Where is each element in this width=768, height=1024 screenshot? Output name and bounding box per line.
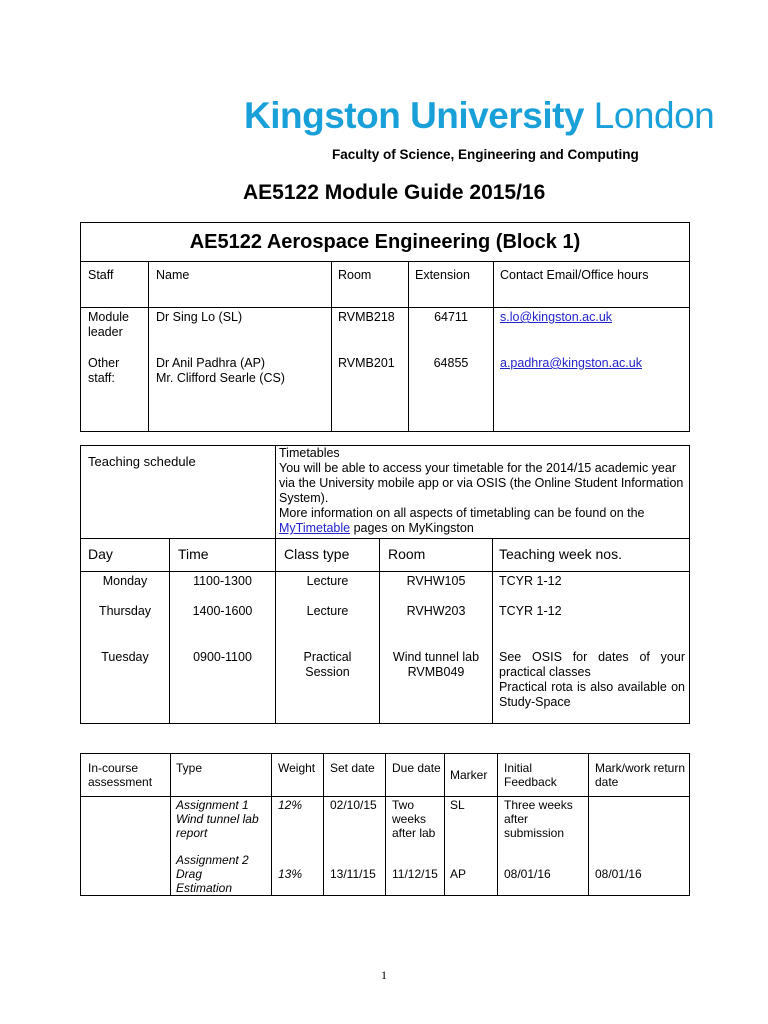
col-due-date: Due date <box>386 754 445 797</box>
room-row-2: RVHW203 <box>406 604 466 618</box>
day-row-2: Thursday <box>98 604 152 618</box>
col-class-type: Class type <box>276 539 380 572</box>
time-row-1: 1100-1300 <box>193 574 252 588</box>
schedule-table <box>80 445 690 724</box>
a1-weight: 12% <box>278 798 303 812</box>
assessment-table <box>80 753 690 896</box>
logo-bold-text: Kingston University <box>244 95 584 136</box>
staff-table <box>80 222 690 432</box>
a2-weight: 13% <box>278 867 303 881</box>
guide-title: AE5122 Module Guide 2015/16 <box>243 181 546 204</box>
day-row-3: Tuesday <box>101 650 149 664</box>
type-row-1: Lecture <box>306 574 349 588</box>
col-weeks: Teaching week nos. <box>493 539 690 572</box>
university-logo <box>244 95 714 137</box>
info-line2: More information on all aspects of timetabling can be found on the <box>279 506 645 520</box>
a1-set: 02/10/15 <box>330 798 377 812</box>
leader-name: Dr Sing Lo (SL) <box>156 310 243 324</box>
col-contact: Contact Email/Office hours <box>494 262 690 308</box>
col-return-date: Mark/work return date <box>589 754 690 797</box>
assessment-empty-cell <box>81 797 171 896</box>
roles-cell <box>81 308 149 432</box>
leader-room: RVMB218 <box>338 310 395 324</box>
role-module-leader: Module leader <box>88 310 129 339</box>
set-dates-cell <box>324 797 386 896</box>
a2-name: Assignment 2 <box>176 853 249 867</box>
day-row-1: Monday <box>102 574 148 588</box>
col-in-course: In-course assessment <box>81 754 171 797</box>
room-row-1: RVHW105 <box>406 574 466 588</box>
col-weight: Weight <box>272 754 324 797</box>
feedback-cell <box>498 797 589 896</box>
col-set-date: Set date <box>324 754 386 797</box>
time-row-2: 1400-1600 <box>192 604 253 618</box>
faculty-name: Faculty of Science, Engineering and Computing <box>332 147 639 162</box>
days-cell <box>81 572 170 724</box>
col-staff: Staff <box>81 262 149 308</box>
weeks-row-3: See OSIS for dates of your practical classes <box>499 650 685 679</box>
col-room-2: Room <box>380 539 493 572</box>
weeks-cell <box>493 572 690 724</box>
timetable-info <box>276 446 690 539</box>
email-cell <box>494 308 690 432</box>
a1-due: Two weeks after lab <box>392 798 436 840</box>
weights-cell <box>272 797 324 896</box>
times-cell <box>170 572 276 724</box>
types-cell <box>276 572 380 724</box>
col-feedback: Initial Feedback <box>498 754 589 797</box>
info-title: Timetables <box>279 446 340 460</box>
info-line1: You will be able to access your timetable for the 2014/15 academic year via the University mobile app or via OSIS (the Online Student Information System). <box>279 461 684 505</box>
a2-feedback: 08/01/16 <box>504 867 551 881</box>
a1-feedback: Three weeks after submission <box>504 798 573 840</box>
a2-marker: AP <box>450 867 467 881</box>
weeks-row-1: TCYR 1-12 <box>499 574 562 588</box>
other-email-link[interactable]: a.padhra@kingston.ac.uk <box>500 356 642 370</box>
names-cell <box>149 308 332 432</box>
a2-set: 13/11/15 <box>330 867 376 881</box>
mytimetable-link[interactable]: MyTimetable <box>279 521 351 535</box>
room-row-3: Wind tunnel lab RVMB049 <box>392 650 480 679</box>
col-day: Day <box>81 539 170 572</box>
a1-name: Assignment 1 <box>176 798 249 812</box>
page-number: 1 <box>381 968 387 982</box>
a1-desc: Wind tunnel lab report <box>176 812 259 840</box>
col-marker: Marker <box>445 754 498 797</box>
col-extension: Extension <box>409 262 494 308</box>
a2-return: 08/01/16 <box>595 867 642 881</box>
sched-rooms-cell <box>380 572 493 724</box>
type-row-2: Lecture <box>306 604 349 618</box>
due-dates-cell <box>386 797 445 896</box>
other-name-2: Mr. Clifford Searle (CS) <box>156 371 285 385</box>
weeks-row-2: TCYR 1-12 <box>499 604 562 618</box>
leader-email-link[interactable]: s.lo@kingston.ac.uk <box>500 310 613 324</box>
return-cell <box>589 797 690 896</box>
rooms-cell <box>332 308 409 432</box>
types-cell <box>171 797 272 896</box>
role-other-staff: Other staff: <box>88 356 120 385</box>
leader-ext: 64711 <box>434 310 468 324</box>
col-time: Time <box>170 539 276 572</box>
a1-return <box>595 798 689 812</box>
schedule-label: Teaching schedule <box>81 446 276 539</box>
other-name-1: Dr Anil Padhra (AP) <box>156 356 266 370</box>
a2-desc: Drag Estimation <box>176 867 233 895</box>
weeks-row-3b: Practical rota is also available on Study-Space <box>499 680 685 709</box>
col-name: Name <box>149 262 332 308</box>
type-row-3: Practical Session <box>303 650 352 679</box>
other-room: RVMB201 <box>338 356 395 370</box>
logo-light-text: London <box>593 95 715 136</box>
module-title: AE5122 Aerospace Engineering (Block 1) <box>81 223 690 262</box>
a2-due: 11/12/15 <box>392 867 438 881</box>
other-ext: 64855 <box>433 356 469 370</box>
markers-cell <box>445 797 498 896</box>
col-type: Type <box>171 754 272 797</box>
time-row-3: 0900-1100 <box>193 650 252 664</box>
ext-cell <box>409 308 494 432</box>
info-tail: pages on MyKingston <box>353 521 474 535</box>
col-room: Room <box>332 262 409 308</box>
a1-marker: SL <box>450 798 465 812</box>
